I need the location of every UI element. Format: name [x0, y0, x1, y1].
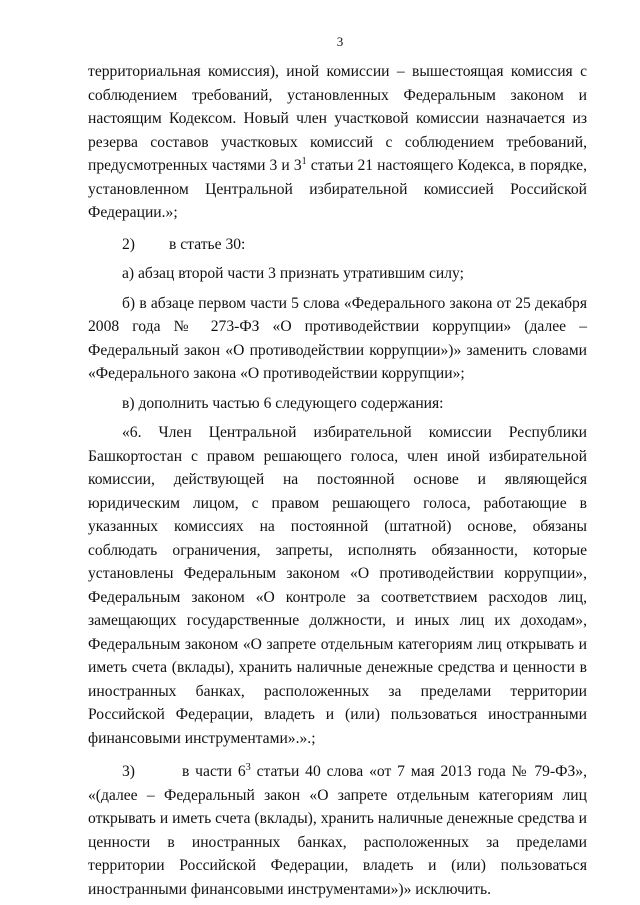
list-item-number: 2)	[122, 235, 135, 253]
subitem-a: а) абзац второй части 3 признать утратившим силу;	[122, 265, 464, 282]
paragraph-continuation-text: территориальная комиссия), иной комиссии – вышестоящая комиссия с соблюдением требований, установленных Федеральным законом и настоящим Кодексом. Новый член участковой комиссии назначается из резерва составов участковых комиссий с соблюдением требований, предусмотренных частями 3 и 3	[88, 63, 587, 174]
superscript: 1	[301, 155, 307, 167]
list-item-3	[88, 760, 587, 901]
list-item-number: 3)	[122, 763, 135, 780]
list-item-2	[88, 233, 587, 257]
paragraph-continuation	[88, 60, 587, 225]
subitem-b: б) в абзаце первом части 5 слова «Федерального закона от 25 декабря 2008 года № 273-ФЗ «О противодействии коррупции» (далее – Федеральный закон «О противодействии коррупции»)» заменить словами «Федерального закона «О противодействии коррупции»;	[88, 294, 587, 382]
list-item-text: в части 6	[181, 763, 246, 780]
document-body	[88, 60, 587, 901]
subitem-c: в) дополнить частью 6 следующего содержания:	[122, 394, 444, 412]
list-item-text: в статье 30:	[169, 235, 246, 253]
list-item-tail: статьи 40 слова «от 7 мая 2013 года № 79-ФЗ», «(далее – Федеральный закон «О запрете отдельным категориям лиц открывать и иметь счета (вклады), хранить наличные денежные средства и ценности в иностранных банках, расположенных за пределами территории Российской Федерации, владеть и (или) пользоваться иностранными финансовыми инструментами»)» исключить.	[88, 763, 587, 898]
page-number: 3	[336, 34, 344, 49]
quoted-part-6: «6. Член Центральной избирательной комиссии Республики Башкортостан с правом решающего голоса, член иной избирательной комиссии, действующей на постоянной основе и являющейся юридическим лицом, с правом решающего голоса, работающие в указанных комиссиях на постоянной (штатной) основе, обязаны соблюдать ограничения, запреты, исполнять обязанности, которые установлены Федеральным законом «О противодействии коррупции», Федеральным законом «О контроле за соответствием расходов лиц, замещающих государственные должности, и иных лиц их доходам», Федеральным законом «О запрете отдельным категориям лиц открывать и иметь счета (вклады), хранить наличные денежные средства и ценности в иностранных банках, расположенных за пределами территории Российской Федерации, владеть и (или) пользоваться иностранными финансовыми инструментами».».;	[88, 424, 587, 747]
paragraph-continuation-tail: статьи 21 настоящего Кодекса, в порядке, установленном Центральной избирательной комиссией Российской Федерации.»;	[88, 157, 588, 221]
superscript: 3	[245, 761, 251, 773]
